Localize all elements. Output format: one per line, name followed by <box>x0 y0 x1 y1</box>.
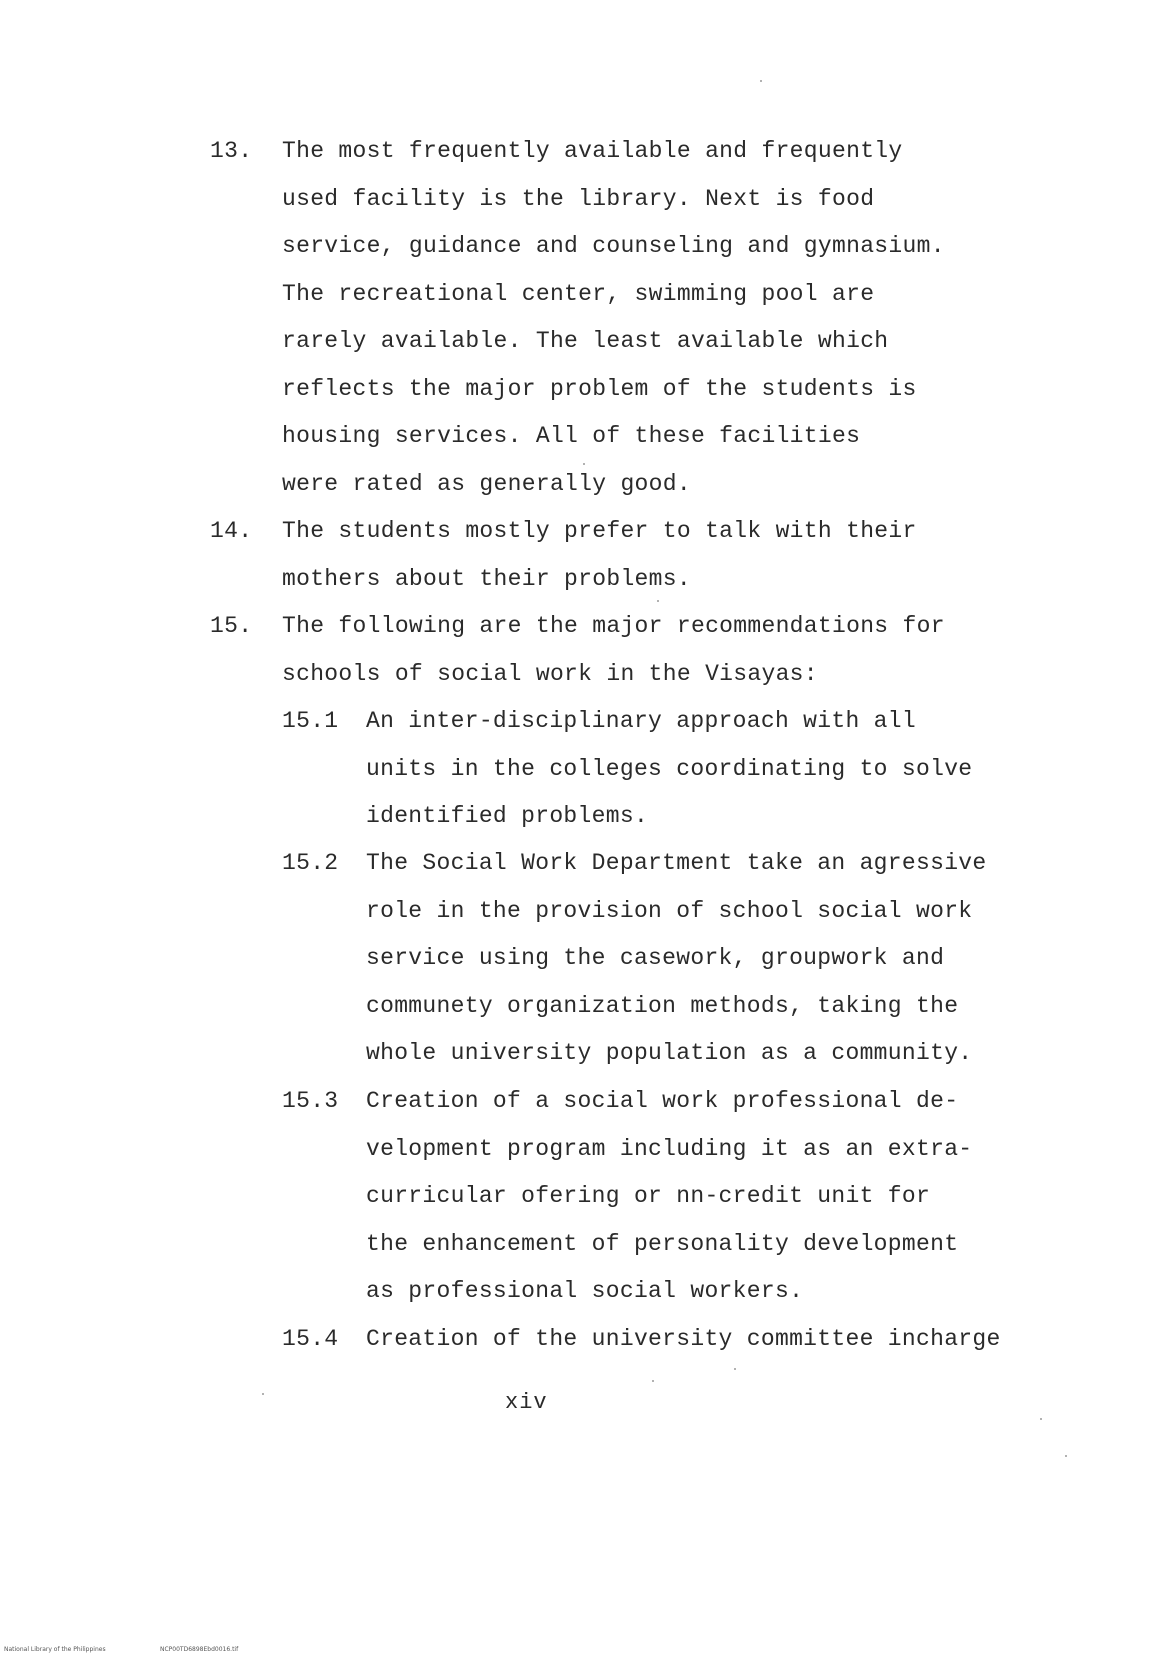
sub-item-text-line: role in the provision of school social work <box>366 897 973 924</box>
sub-item-text-line: units in the colleges coordinating to solve <box>366 755 973 782</box>
item-text-line: mothers about their problems. <box>282 565 691 592</box>
sub-item-text-line: whole university population as a community. <box>366 1040 973 1066</box>
sub-item-text-line: velopment program including it as an extra- <box>366 1135 973 1162</box>
sub-item-number: 15.2 <box>282 850 339 876</box>
item-number: 15. <box>210 613 253 639</box>
scan-speck <box>657 600 659 602</box>
item-text-line: service, guidance and counseling and gymnasium. <box>282 233 945 259</box>
item-number: 13. <box>210 138 253 164</box>
footer-library-name: National Library of the Philippines <box>4 1646 106 1653</box>
sub-item-text-line: Creation of the university committee incharge <box>366 1326 1001 1352</box>
sub-item-text-line: The Social Work Department take an agressive <box>366 850 987 876</box>
item-text-line: reflects the major problem of the students is <box>282 375 917 402</box>
scan-speck <box>760 80 762 82</box>
item-text-line: schools of social work in the Visayas: <box>282 660 818 687</box>
item-text-line: The following are the major recommendations for <box>282 613 945 639</box>
item-text-line: rarely available. The least available which <box>282 328 889 354</box>
sub-item-text-line: communety organization methods, taking the <box>366 992 959 1019</box>
item-text-line: used facility is the library. Next is food <box>282 185 875 212</box>
sub-item-text-line: the enhancement of personality development <box>366 1230 959 1257</box>
sub-item-text-line: Creation of a social work professional de- <box>366 1088 959 1114</box>
item-number: 14. <box>210 518 253 544</box>
scan-speck <box>652 1380 654 1382</box>
scan-speck <box>734 1368 736 1370</box>
page-number: xiv <box>505 1390 548 1415</box>
scan-speck <box>262 1393 264 1395</box>
scan-speck <box>583 463 585 465</box>
scan-speck <box>1065 1455 1067 1457</box>
sub-item-text-line: service using the casework, groupwork and <box>366 945 945 971</box>
item-text-line: The most frequently available and frequently <box>282 138 903 164</box>
sub-item-text-line: curricular ofering or nn-credit unit for <box>366 1183 931 1209</box>
footer-file-id: NCP00TD6898Ebd0016.tif <box>160 1646 239 1653</box>
item-text-line: housing services. All of these facilities <box>282 423 861 449</box>
sub-item-text-line: as professional social workers. <box>366 1278 804 1304</box>
scan-speck <box>1040 1418 1042 1420</box>
sub-item-number: 15.1 <box>282 708 339 734</box>
sub-item-text-line: identified problems. <box>366 803 649 829</box>
item-text-line: The students mostly prefer to talk with their <box>282 518 917 544</box>
sub-item-text-line: An inter-disciplinary approach with all <box>366 708 916 734</box>
sub-item-number: 15.4 <box>282 1326 339 1352</box>
sub-item-number: 15.3 <box>282 1088 339 1114</box>
item-text-line: were rated as generally good. <box>282 470 691 497</box>
item-text-line: The recreational center, swimming pool are <box>282 280 875 307</box>
